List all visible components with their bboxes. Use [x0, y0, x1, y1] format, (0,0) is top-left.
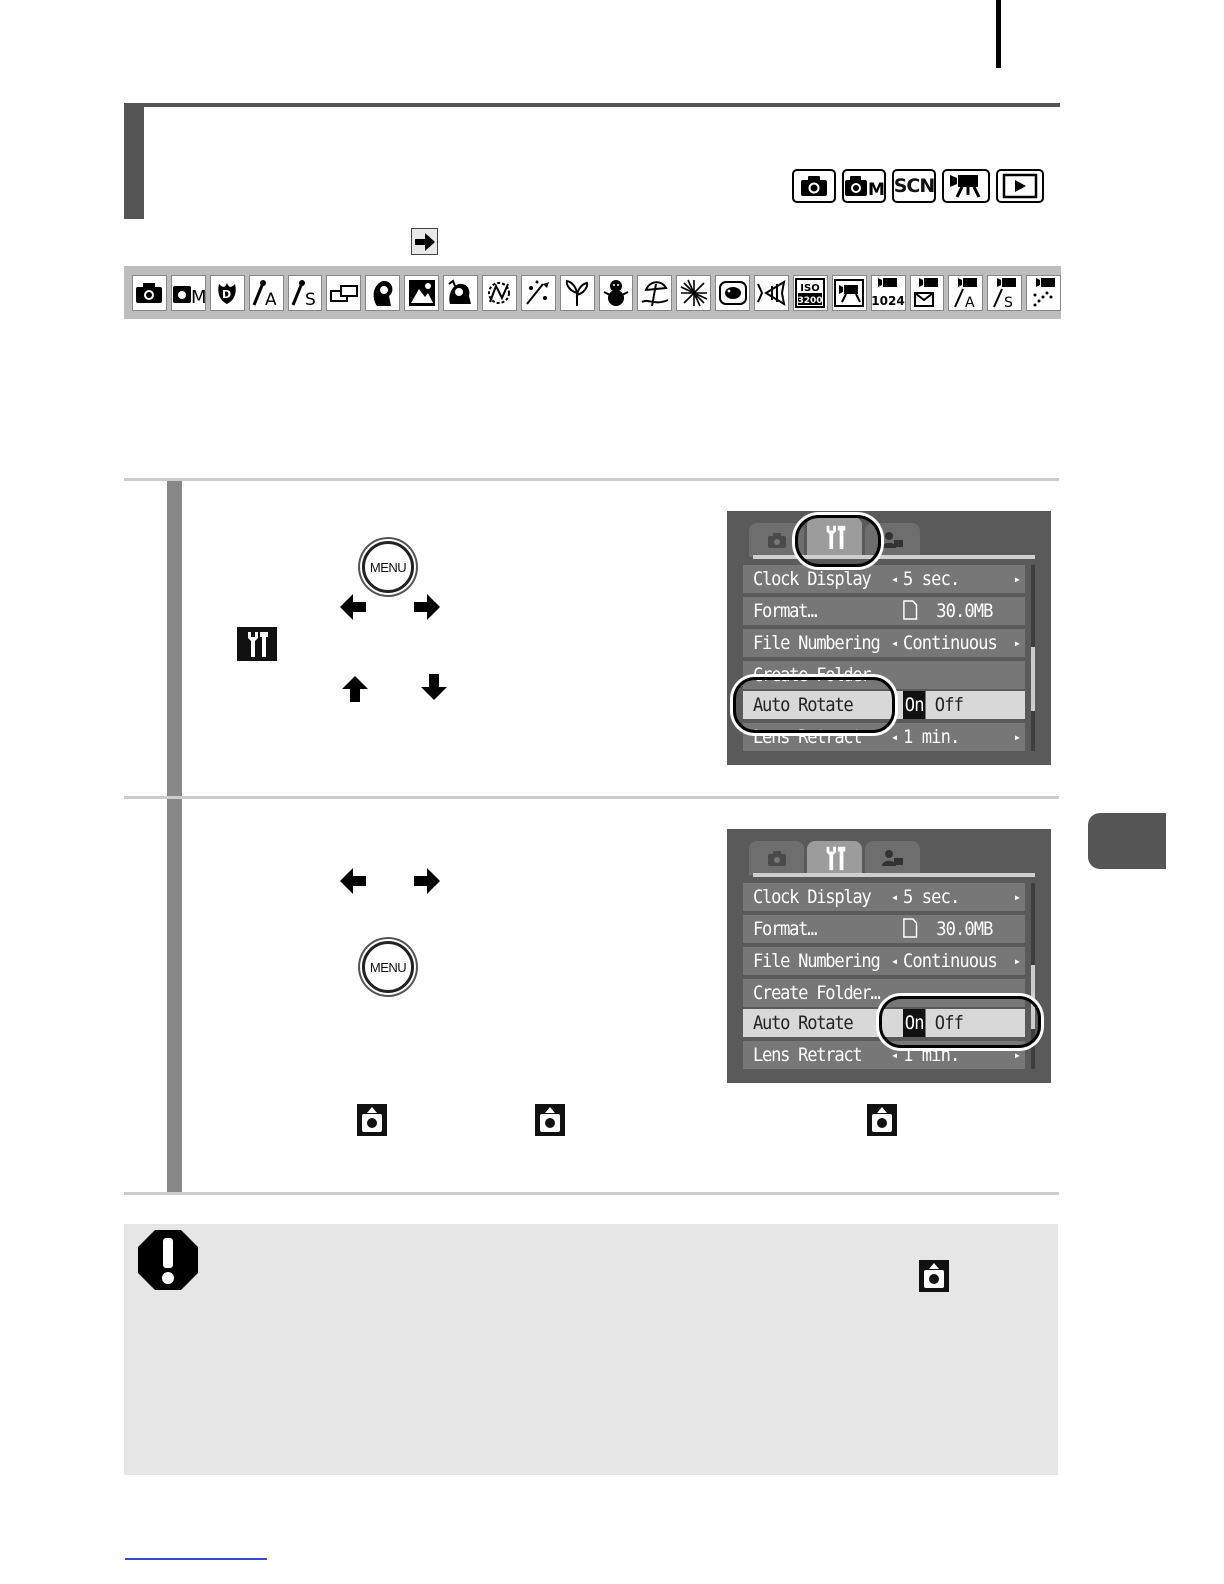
setup-tools-icon	[237, 627, 277, 661]
menu-row-clock-display[interactable]: Clock Display ◂ 5 sec. ▸	[743, 883, 1025, 911]
movie-1024-icon	[871, 275, 906, 311]
available-modes-strip	[124, 266, 1061, 319]
right-arrow-icon	[414, 594, 440, 624]
menu-row-lens-retract[interactable]: Lens Retract ◂ 1 min. ▸	[743, 723, 1025, 751]
auto-mode-icon	[132, 275, 167, 311]
lcd-screen-step1	[727, 511, 1051, 765]
iso-3200-icon	[793, 275, 828, 311]
lcd-screen-step2	[727, 829, 1051, 1083]
menu-row-create-folder[interactable]: Create Folder…	[743, 979, 1025, 1007]
menu-row-file-numbering[interactable]: File Numbering ◂ Continuous ▸	[743, 947, 1025, 975]
header-bar	[124, 103, 144, 219]
snow-icon	[599, 275, 634, 311]
svg-text:1024: 1024	[871, 293, 905, 308]
landscape-icon	[404, 275, 439, 311]
color-accent-icon	[249, 275, 284, 311]
menu-button-icon: MENU	[362, 541, 414, 593]
highlight-ring-on-off	[879, 996, 1041, 1048]
step1-bar	[167, 481, 182, 796]
underwater-icon	[754, 275, 789, 311]
left-arrow-icon	[340, 594, 366, 624]
caution-icon	[136, 1228, 200, 1292]
camera-manual-icon	[842, 169, 886, 203]
page-edge-tick	[996, 0, 1001, 68]
kids-pets-icon	[482, 275, 517, 311]
svg-text:D: D	[222, 287, 232, 301]
movie-mode-icon	[942, 169, 990, 203]
step2-bar	[167, 799, 182, 1192]
movie-email-icon	[910, 275, 945, 311]
tab-setup	[807, 841, 862, 875]
movie-time-lapse-icon	[1026, 275, 1061, 311]
menu-row-format[interactable]: Format… 30.0MB	[743, 597, 1025, 625]
svg-text:S: S	[1003, 294, 1013, 311]
tab-shooting	[749, 841, 804, 875]
orientation-normal-icon	[919, 1260, 949, 1292]
fireworks-icon	[676, 275, 711, 311]
svg-text:ISO: ISO	[800, 282, 821, 294]
chapter-tab	[1088, 813, 1166, 869]
orientation-right-icon	[535, 1104, 565, 1136]
beach-icon	[637, 275, 672, 311]
highlight-ring-tab	[795, 515, 881, 567]
up-arrow-icon	[342, 676, 368, 706]
portrait-icon	[365, 275, 400, 311]
menu-row-lens-retract[interactable]: Lens Retract ◂ 1 min. ▸	[743, 1041, 1025, 1069]
tab-my-camera	[865, 841, 920, 875]
playback-mode-icon	[996, 169, 1044, 203]
menu-row-auto-rotate[interactable]: Auto Rotate On Off	[743, 1009, 1025, 1037]
menu-scrollbar	[1031, 565, 1035, 751]
indoor-icon	[521, 275, 556, 311]
shooting-mode-icons	[792, 169, 1044, 207]
digital-macro-icon	[210, 275, 245, 311]
svg-text:A: A	[265, 289, 277, 310]
right-arrow-icon	[414, 868, 440, 898]
down-arrow-icon	[421, 674, 447, 704]
highlight-ring-auto-rotate	[733, 677, 895, 733]
aquarium-icon	[715, 275, 750, 311]
step2-top-rule	[124, 796, 1059, 799]
orientation-normal-icon	[357, 1104, 387, 1136]
menu-row-auto-rotate[interactable]: Auto Rotate On Off	[743, 691, 1025, 719]
header-rule	[124, 103, 1060, 107]
stitch-assist-icon	[326, 275, 361, 311]
manual-mode-icon	[171, 275, 206, 311]
foliage-icon	[560, 275, 595, 311]
orientation-left-icon	[867, 1104, 897, 1136]
scene-mode-icon: SCN	[892, 169, 936, 203]
menu-row-clock-display[interactable]: Clock Display ◂ 5 sec. ▸	[743, 565, 1025, 593]
night-scene-icon	[443, 275, 478, 311]
caution-box	[124, 1224, 1058, 1475]
svg-text:3200: 3200	[797, 295, 823, 306]
svg-text:M: M	[191, 286, 207, 308]
menu-button-icon: MENU	[362, 941, 414, 993]
footer-link-underline[interactable]	[125, 1558, 267, 1560]
movie-color-accent-icon	[948, 275, 983, 311]
color-swap-icon	[288, 275, 323, 311]
right-arrow-icon	[411, 228, 438, 255]
svg-text:A: A	[964, 294, 975, 311]
menu-row-create-folder[interactable]: Create Folder	[743, 661, 1025, 689]
left-arrow-icon	[340, 868, 366, 898]
svg-text:M: M	[868, 180, 885, 200]
movie-standard-icon	[832, 275, 867, 311]
movie-color-swap-icon	[987, 275, 1022, 311]
camera-auto-icon	[792, 169, 836, 203]
menu-row-format[interactable]: Format… 30.0MB	[743, 915, 1025, 943]
step2-bottom-rule	[124, 1192, 1059, 1195]
svg-text:S: S	[304, 289, 316, 310]
menu-row-file-numbering[interactable]: File Numbering ◂ Continuous ▸	[743, 629, 1025, 657]
step1-top-rule	[124, 478, 1059, 481]
